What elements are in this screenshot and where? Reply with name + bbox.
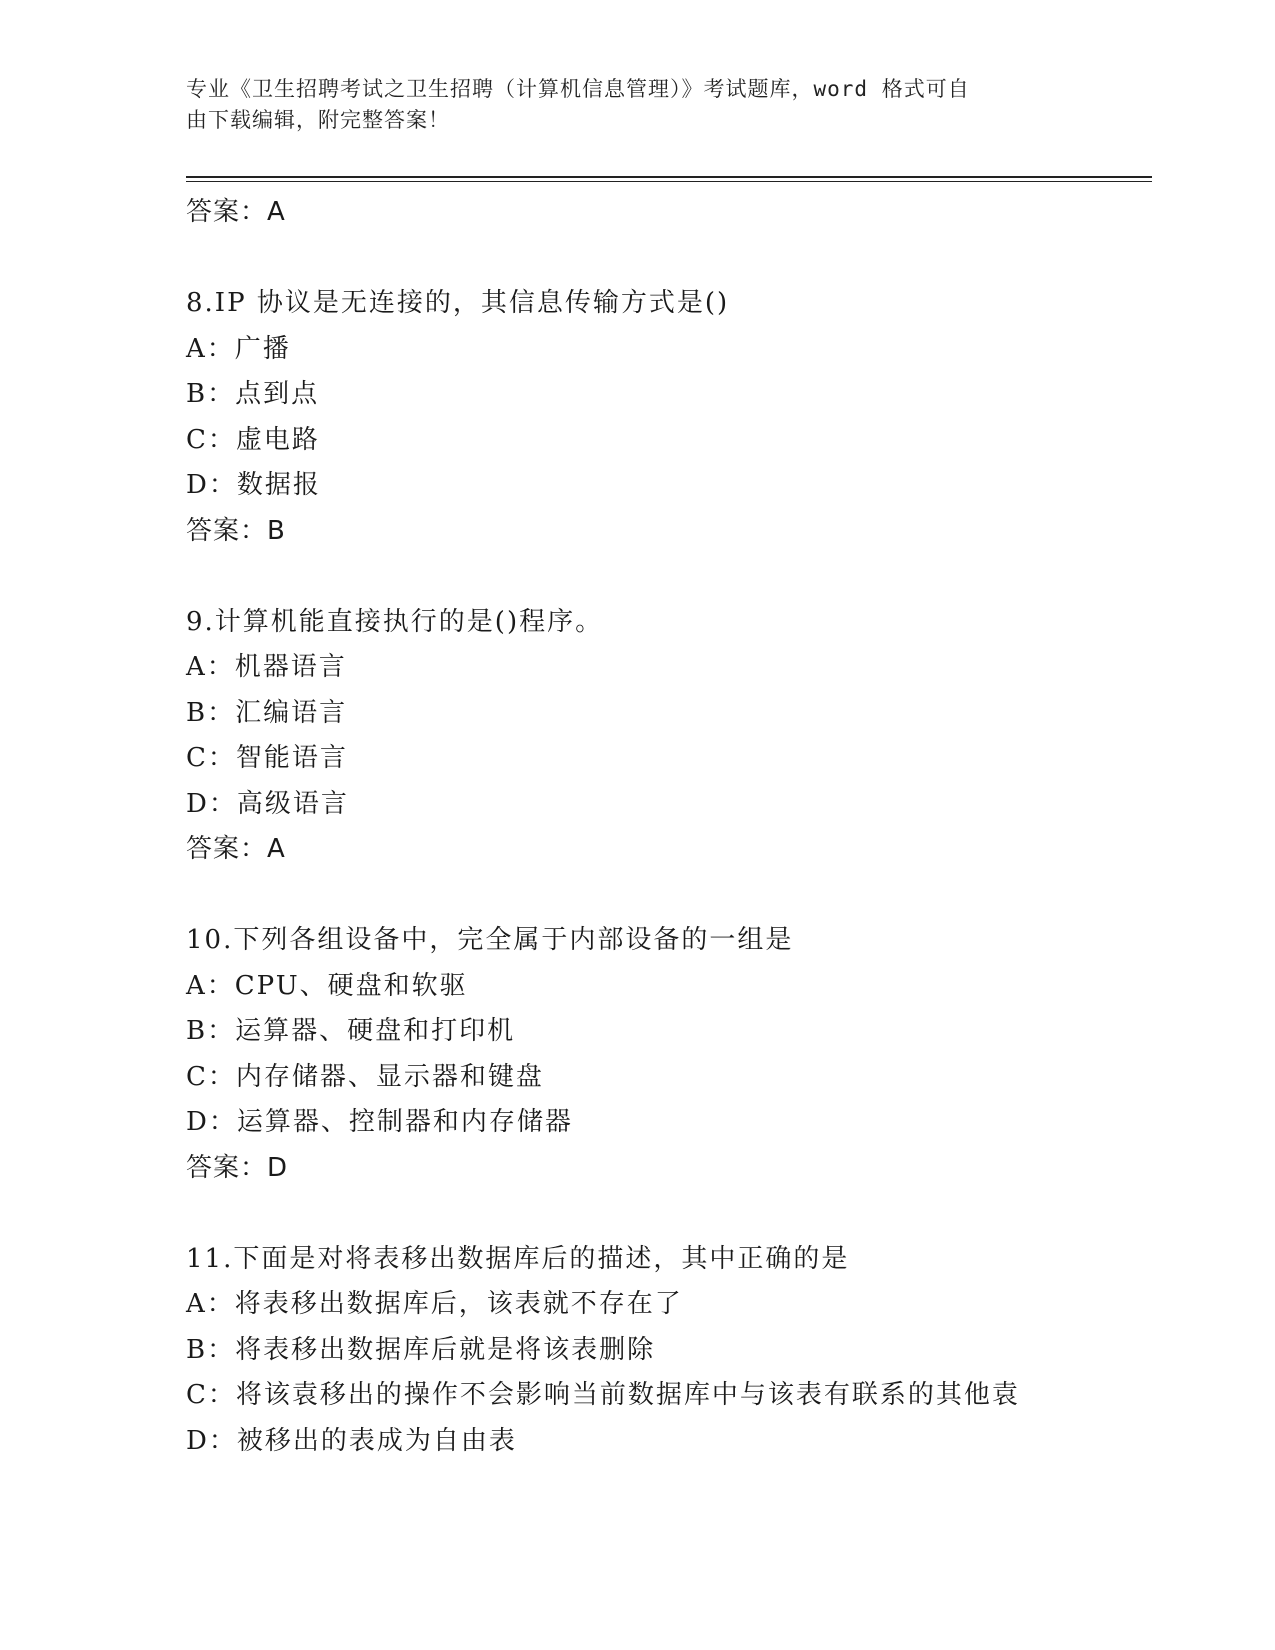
document-header [186,74,1086,136]
option-a: A：机器语言 [186,652,347,682]
option-b: B：运算器、硬盘和打印机 [186,1016,516,1046]
option-c: C：将该袁移出的操作不会影响当前数据库中与该表有联系的其他袁 [186,1380,1020,1410]
question-10 [186,918,1146,1191]
question-stem: 9.计算机能直接执行的是()程序。 [186,606,604,637]
option-d: D：运算器、控制器和内存储器 [186,1107,573,1137]
question-stem: 10.下列各组设备中，完全属于内部设备的一组是 [186,925,794,955]
option-d: D：被移出的表成为自由表 [186,1425,517,1456]
header-line-2: 由下载编辑，附完整答案！ [186,108,450,132]
question-8 [186,281,1146,554]
question-stem: 8.IP 协议是无连接的，其信息传输方式是() [186,288,730,318]
option-c: C：智能语言 [186,743,348,773]
previous-answer: 答案：A [186,197,286,227]
answer: 答案：D [186,1152,289,1183]
header-rule-thin [186,181,1152,182]
option-c: C：虚电路 [186,424,320,455]
question-11 [186,1237,1146,1465]
option-b: B：将表移出数据库后就是将该表删除 [186,1334,656,1365]
option-d: D：数据报 [186,470,321,500]
header-rule-thick [186,176,1152,178]
option-a: A：广播 [186,333,291,364]
option-c: C：内存储器、显示器和键盘 [186,1061,544,1092]
spacer [186,1191,1146,1237]
option-d: D：高级语言 [186,788,349,819]
answer: 答案：B [186,515,286,546]
answer: 答案：A [186,834,286,864]
spacer [186,873,1146,919]
option-b: B：汇编语言 [186,697,348,728]
spacer [186,236,1146,282]
question-stem: 11.下面是对将表移出数据库后的描述，其中正确的是 [186,1243,850,1274]
question-9 [186,600,1146,873]
question-list [186,190,1146,1464]
header-line-1: 专业《卫生招聘考试之卫生招聘（计算机信息管理）》考试题库，word 格式可自 [186,77,970,101]
option-a: A：将表移出数据库后，该表就不存在了 [186,1289,683,1319]
option-b: B：点到点 [186,379,320,409]
spacer [186,554,1146,600]
option-a: A：CPU、硬盘和软驱 [186,970,468,1001]
